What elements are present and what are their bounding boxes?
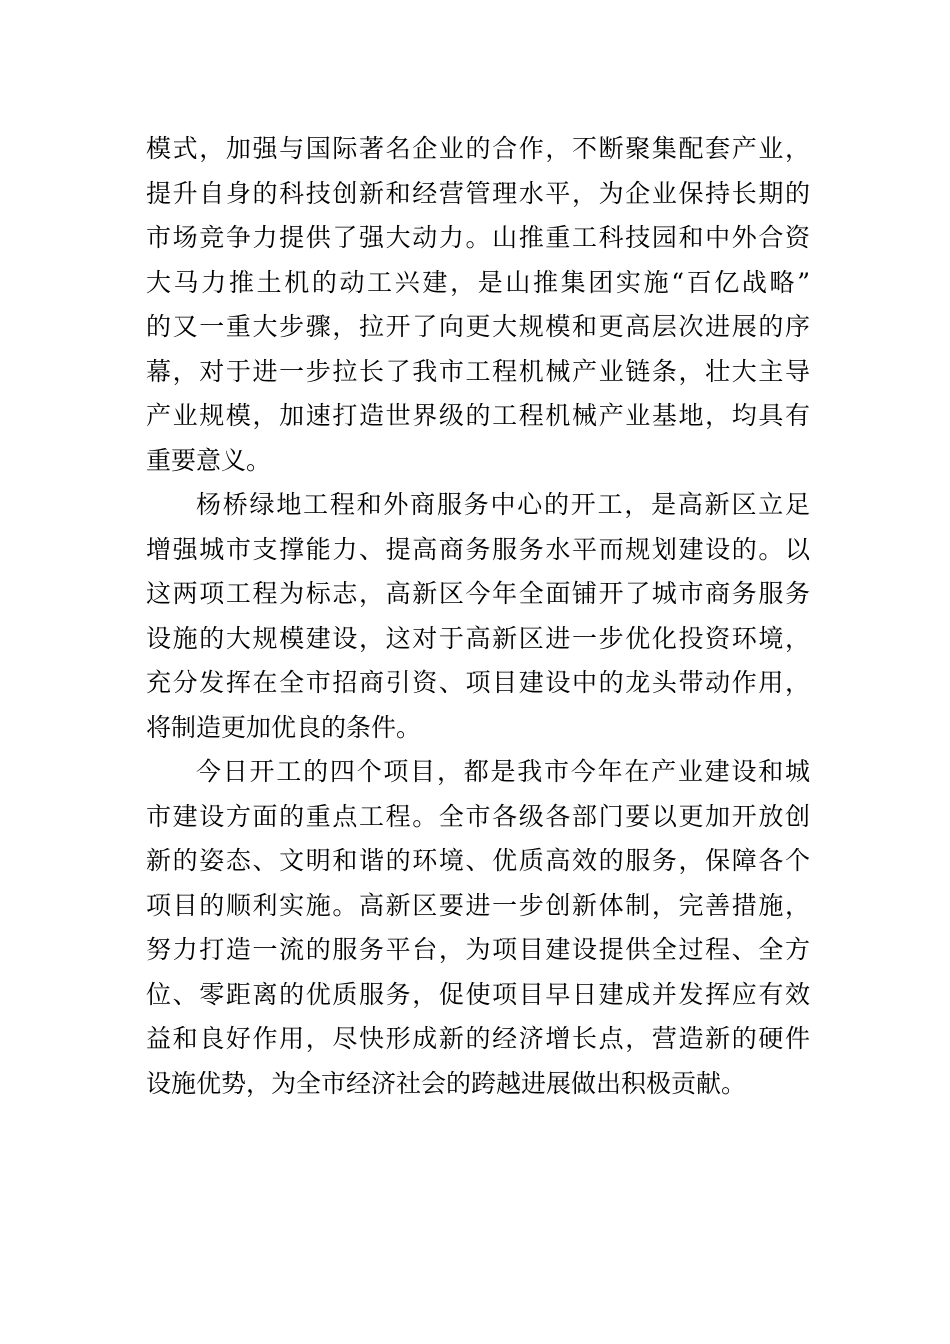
document-body xyxy=(146,127,810,1106)
paragraph-2-line-5: 充分发挥在全市招商引资、项目建设中的龙头带动作用， xyxy=(146,668,810,697)
paragraph-3-line-1: 今日开工的四个项目，都是我市今年在产业建设和城 xyxy=(196,757,810,786)
paragraph-1-line-5: 的又一重大步骤，拉开了向更大规模和更高层次进展的序 xyxy=(146,312,810,341)
paragraph-3-line-6: 位、零距离的优质服务，促使项目早日建成并发挥应有效 xyxy=(146,979,810,1009)
paragraph-2-line-1: 杨桥绿地工程和外商服务中心的开工，是高新区立足 xyxy=(196,490,810,519)
paragraph-3-line-5: 努力打造一流的服务平台，为项目建设提供全过程、全方 xyxy=(146,935,810,964)
paragraph-2-line-4: 设施的大规模建设，这对于高新区进一步优化投资环境， xyxy=(146,623,810,653)
paragraph-2-line-2: 增强城市支撑能力、提高商务服务水平而规划建设的。以 xyxy=(146,534,810,564)
paragraph-3-line-4: 项目的顺利实施。高新区要进一步创新体制，完善措施， xyxy=(146,890,810,920)
paragraph-3-line-2: 市建设方面的重点工程。全市各级各部门要以更加开放创 xyxy=(146,801,810,831)
paragraph-1-line-6: 幕，对于进一步拉长了我市工程机械产业链条，壮大主导 xyxy=(146,356,810,386)
paragraph-1-line-4: 大马力推土机的动工兴建，是山推集团实施“百亿战略” xyxy=(146,267,810,297)
paragraph-2-line-6: 将制造更加优良的条件。 xyxy=(146,712,422,742)
paragraph-3-line-3: 新的姿态、文明和谐的环境、优质高效的服务，保障各个 xyxy=(146,846,810,875)
paragraph-1-line-2: 提升自身的科技创新和经营管理水平，为企业保持长期的 xyxy=(146,178,810,208)
paragraph-3-line-8: 设施优势，为全市经济社会的跨越进展做出积极贡献。 xyxy=(146,1068,747,1098)
paragraph-3-line-7: 益和良好作用，尽快形成新的经济增长点，营造新的硬件 xyxy=(146,1024,810,1053)
paragraph-1-line-3: 市场竞争力提供了强大动力。山推重工科技园和中外合资 xyxy=(146,223,810,252)
paragraph-1-line-7: 产业规模，加速打造世界级的工程机械产业基地，均具有 xyxy=(146,401,810,430)
paragraph-2-line-3: 这两项工程为标志，高新区今年全面铺开了城市商务服务 xyxy=(146,579,810,608)
paragraph-1-line-8: 重要意义。 xyxy=(146,445,272,475)
paragraph-1-line-1: 模式，加强与国际著名企业的合作，不断聚集配套产业， xyxy=(146,134,810,163)
